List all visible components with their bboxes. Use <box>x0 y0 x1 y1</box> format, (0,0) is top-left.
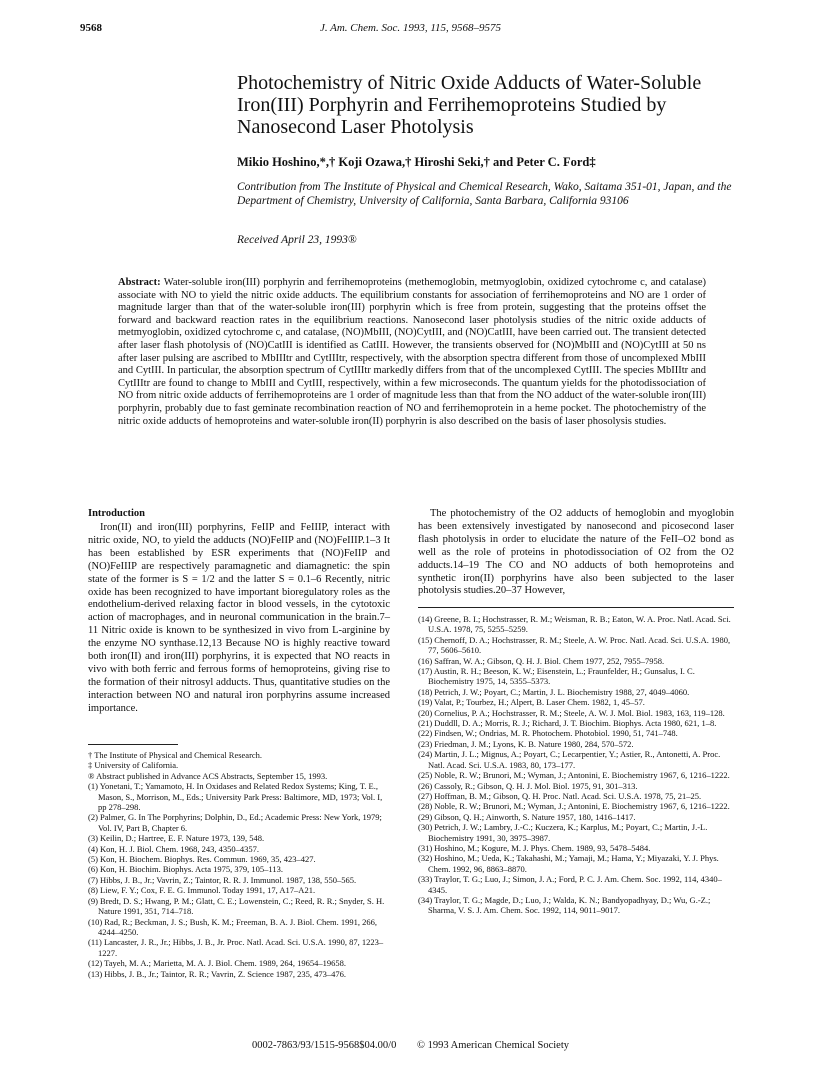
footnote: (22) Findsen, W.; Ondrias, M. R. Photochem. Photobiol. 1990, 51, 741–748. <box>418 728 678 739</box>
abstract-label: Abstract: <box>118 277 161 288</box>
left-column-body <box>88 522 390 716</box>
footnote: ‡ University of California. <box>88 760 179 771</box>
paragraph: Iron(II) and iron(III) porphyrins, FeIIP and FeIIIP, interact with nitric oxide, NO, to yield the adducts (NO)FeIIP and (NO)FeIIIP.1–3 It has been established by ESR experiments that (NO)FeIIP and (NO)FeIIIP are respectively paramagnetic and diamagnetic: the spin state of the former is S = 1/2 and the latter S = 0.1–6 Recently, nitric oxide has been recognized to have important bioregulatory roles as the endothelium-derived relaxing factor in blood vessels, in the cytotoxic action of macrophages, and in neuronal communication in the brain.7–11 Nitric oxide is known to be synthesized in vivo from L-arginine by the enzyme NO synthase.12,13 Because NO is highly reactive toward both iron(II) and iron(III) porphyrins, it is expected that NO reacts in vivo with both ferric and ferrous forms of hemoproteins, giving rise to the formation of their nitrosyl adducts. Thus, quantitative studies on the interaction between NO and natural iron porphyrins assume increased importance. <box>88 522 390 714</box>
footnote: (29) Gibson, Q. H.; Ainworth, S. Nature 1957, 180, 1416–1417. <box>418 811 636 822</box>
footnote: (21) Duddll, D. A.; Morris, R. J.; Richard, J. T. Biochim. Biophys. Acta 1980, 621, 1–8. <box>418 718 717 729</box>
footnote: † The Institute of Physical and Chemical Research. <box>88 750 263 760</box>
footnote: (14) Greene, B. I.; Hochstrasser, R. M.; Weisman, R. B.; Eaton, W. A. Proc. Natl. Acad. Sci. U.S.A. 1978, 75, 5255–5259. <box>418 614 731 635</box>
footnote: (25) Noble, R. W.; Brunori, M.; Wyman, J.; Antonini, E. Biochemistry 1967, 6, 1216–1222. <box>418 770 730 781</box>
footnote: (3) Keilin, D.; Hartree, E. F. Nature 1973, 139, 548. <box>88 833 265 844</box>
footnote: (12) Tayeh, M. A.; Marietta, M. A. J. Biol. Chem. 1989, 264, 19654–19658. <box>88 958 347 969</box>
footnote: (33) Traylor, T. G.; Luo, J.; Simon, J. A.; Ford, P. C. J. Am. Chem. Soc. 1992, 114, 4340–4345. <box>418 874 722 895</box>
paragraph: The photochemistry of the O2 adducts of hemoglobin and myoglobin has been extensively investigated by nanosecond and picosecond laser flash photolysis in order to elucidate the nature of the FeII–O2 bond as well as the role of proteins in photodissociation of O2 from the O2 adducts.14–19 The CO and NO adducts of both hemoproteins and synthetic iron(II) porphyrins have also been subjected to the laser photolysis studies.20–37 However, <box>418 508 734 597</box>
copyright: © 1993 American Chemical Society <box>416 1040 570 1051</box>
page-footer <box>0 1040 821 1051</box>
footnote: (5) Kon, H. Biochem. Biophys. Res. Commun. 1969, 35, 423–427. <box>88 854 316 865</box>
author-list: Mikio Hoshino,*,† Koji Ozawa,† Hiroshi Seki,† and Peter C. Ford‡ <box>237 155 596 169</box>
footnote: (17) Austin, R. H.; Beeson, K. W.; Eisenstein, L.; Fraunfelder, H.; Gunsalus, I. C. Biochemistry 1975, 14, 5355–5373. <box>418 666 695 687</box>
footnote: (20) Cornelius, P. A.; Hochstrasser, R. M.; Steele, A. W. J. Mol. Biol. 1983, 163, 119–128. <box>418 707 725 718</box>
footnote: (28) Noble, R. W.; Brunori, M.; Wyman, J.; Antonini, E. Biochemistry 1967, 6, 1216–1222. <box>418 801 730 812</box>
footnote: (30) Petrich, J. W.; Lambry, J.-C.; Kuczera, K.; Karplus, M.; Poyart, C.; Martin, J.-L. Biochemistry 1991, 30, 3975–3987. <box>418 822 708 843</box>
footnote: (23) Friedman, J. M.; Lyons, K. B. Nature 1980, 284, 570–572. <box>418 738 634 749</box>
footnote: (18) Petrich, J. W.; Poyart, C.; Martin, J. L. Biochemistry 1988, 27, 4049–4060. <box>418 686 690 697</box>
footnote: (2) Palmer, G. In The Porphyrins; Dolphin, D., Ed.; Academic Press: New York, 1979; Vol. IV, Part B, Chapter 6. <box>88 812 382 833</box>
footnote: (32) Hoshino, M.; Ueda, K.; Takahashi, M.; Yamaji, M.; Hama, Y.; Miyazaki, Y. J. Phys. Chem. 1992, 96, 8863–8870. <box>418 853 719 874</box>
received-date: Received April 23, 1993® <box>237 234 357 246</box>
footnote: (7) Hibbs, J. B., Jr.; Vavrin, Z.; Taintor, R. R. J. Immunol. 1987, 138, 550–565. <box>88 874 357 885</box>
footnote: (1) Yonetani, T.; Yamamoto, H. In Oxidases and Related Redox Systems; King, T. E., Mason, S., Morrison, M., Eds.; University Park Press: Baltimore, MD, 1973; Vol. I, pp 278–298. <box>88 781 383 813</box>
footnote: ® Abstract published in Advance ACS Abstracts, September 15, 1993. <box>88 770 328 781</box>
article-code: 0002-7863/93/1515-9568$04.00/0 <box>251 1040 397 1051</box>
footnote: (13) Hibbs, J. B., Jr.; Taintor, R. R.; Vavrin, Z. Science 1987, 235, 473–476. <box>88 968 346 979</box>
footnote-divider-left <box>88 744 178 745</box>
footnote: (34) Traylor, T. G.; Magde, D.; Luo, J.; Walda, K. N.; Bandyopadhyay, D.; Wu, G.-Z.; Sharma, V. S. J. Am. Chem. Soc. 1992, 114, 9011–9017. <box>418 894 711 916</box>
footnotes-left <box>88 750 390 979</box>
footnote: (4) Kon, H. J. Biol. Chem. 1968, 243, 4350–4357. <box>88 843 259 854</box>
section-heading-introduction: Introduction <box>88 508 145 519</box>
footnotes-right <box>418 614 734 916</box>
abstract-text: Water-soluble iron(III) porphyrin and ferrihemoproteins (methemoglobin, metmyoglobin, oxidized cytochrome c, and catalase) associate with NO to yield the nitric oxide adducts. The equilibrium constants for association of ferrihemoproteins and NO are 1 order of magnitude larger than that of the water-soluble iron(III) porphyrin which is free from protein, suggesting that the proteins offset the forward and backward reaction rates in the equilibrium reactions. Nanosecond laser photolysis studies of the nitric oxide adducts of metmyoglobin, oxidized cytochrome c, and catalase, (NO)MbIII, (NO)CytIII, and (NO)CatIII, have been carried out. The transient detected after laser flash photolysis of (NO)CatIII is identified as CatIII. However, the transients observed for (NO)MbIII and (NO)CytIII at 50 ns after laser pulsing are ascribed to MbIIItr and CytIIItr, respectively, with the absorption spectra different from those of uncomplexed MbIII and CytIII. In particular, the absorption spectrum of CytIIItr markedly differs from that of the uncomplexed CytIII. The species MbIIItr and CytIIItr are found to change to MbIII and CytIII, respectively, within a few microseconds. The quantum yields for the photodissociation of NO from nitric oxide adducts of ferrihemoproteins are 1 order of magnitude less than that from the NO adduct of the water-soluble iron(III) porphyrin, probably due to fast geminate recombination reaction of NO and ferrihemoprotein in a heme pocket. The photochemistry of the nitric oxide adducts of hemoproteins and water-soluble iron(II) porphyrin is also described on the basis of laser phosolysis studies. <box>118 277 706 427</box>
footnote: (6) Kon, H. Biochim. Biophys. Acta 1975, 379, 105–113. <box>88 864 283 875</box>
footnote: (9) Bredt, D. S.; Hwang, P. M.; Glatt, C. E.; Lowenstein, C.; Reed, R. R.; Snyder, S. H. Nature 1991, 351, 714–718. <box>88 895 385 917</box>
footnote: (11) Lancaster, J. R., Jr.; Hibbs, J. B., Jr. Proc. Natl. Acad. Sci. U.S.A. 1990, 87, 1223–1227. <box>88 937 384 958</box>
footnote: (10) Rad, R.; Beckman, J. S.; Bush, K. M.; Freeman, B. A. J. Biol. Chem. 1991, 266, 4244–4250. <box>88 916 377 937</box>
article-title: Photochemistry of Nitric Oxide Adducts of Water-Soluble Iron(III) Porphyrin and Ferrihemoproteins Studied by Nanosecond Laser Photolysis <box>237 72 702 138</box>
footnote: (31) Hoshino, M.; Kogure, M. J. Phys. Chem. 1989, 93, 5478–5484. <box>418 842 651 853</box>
footnote: (19) Valat, P.; Tourbez, H.; Alpert, B. Laser Chem. 1982, 1, 45–57. <box>418 697 645 708</box>
page-number: 9568 <box>80 22 102 34</box>
footnote: (27) Hoffman, B. M.; Gibson, Q. H. Proc. Natl. Acad. Sci. U.S.A. 1978, 75, 21–25. <box>418 790 702 801</box>
footnote: (24) Martin, J. L.; Mignus, A.; Poyart, C.; Lecarpentier, Y.; Astier, R., Antonetti, A. Proc. Natl. Acad. Sci. U.S.A. 1983, 80, 173–177. <box>418 749 721 770</box>
footnote: (16) Saffran, W. A.; Gibson, Q. H. J. Biol. Chem 1977, 252, 7955–7958. <box>418 655 665 666</box>
journal-citation: J. Am. Chem. Soc. 1993, 115, 9568–9575 <box>319 22 502 34</box>
affiliation: Contribution from The Institute of Physical and Chemical Research, Wako, Saitama 351-01, Japan, and the Department of Chemistry, University of California, Santa Barbara, California 93106 <box>237 181 732 207</box>
footnote-divider-right <box>418 607 734 608</box>
right-column-body <box>418 508 734 598</box>
footnote: (8) Liew, F. Y.; Cox, F. E. G. Immunol. Today 1991, 17, A17–A21. <box>88 885 316 896</box>
footnote: (15) Chernoff, D. A.; Hochstrasser, R. M.; Steele, A. W. Proc. Natl. Acad. Sci. U.S.A. 1980, 77, 5606–5610. <box>418 634 731 656</box>
footnote: (26) Cassoly, R.; Gibson, Q. H. J. Mol. Biol. 1975, 91, 301–313. <box>418 780 638 791</box>
abstract <box>118 277 706 428</box>
